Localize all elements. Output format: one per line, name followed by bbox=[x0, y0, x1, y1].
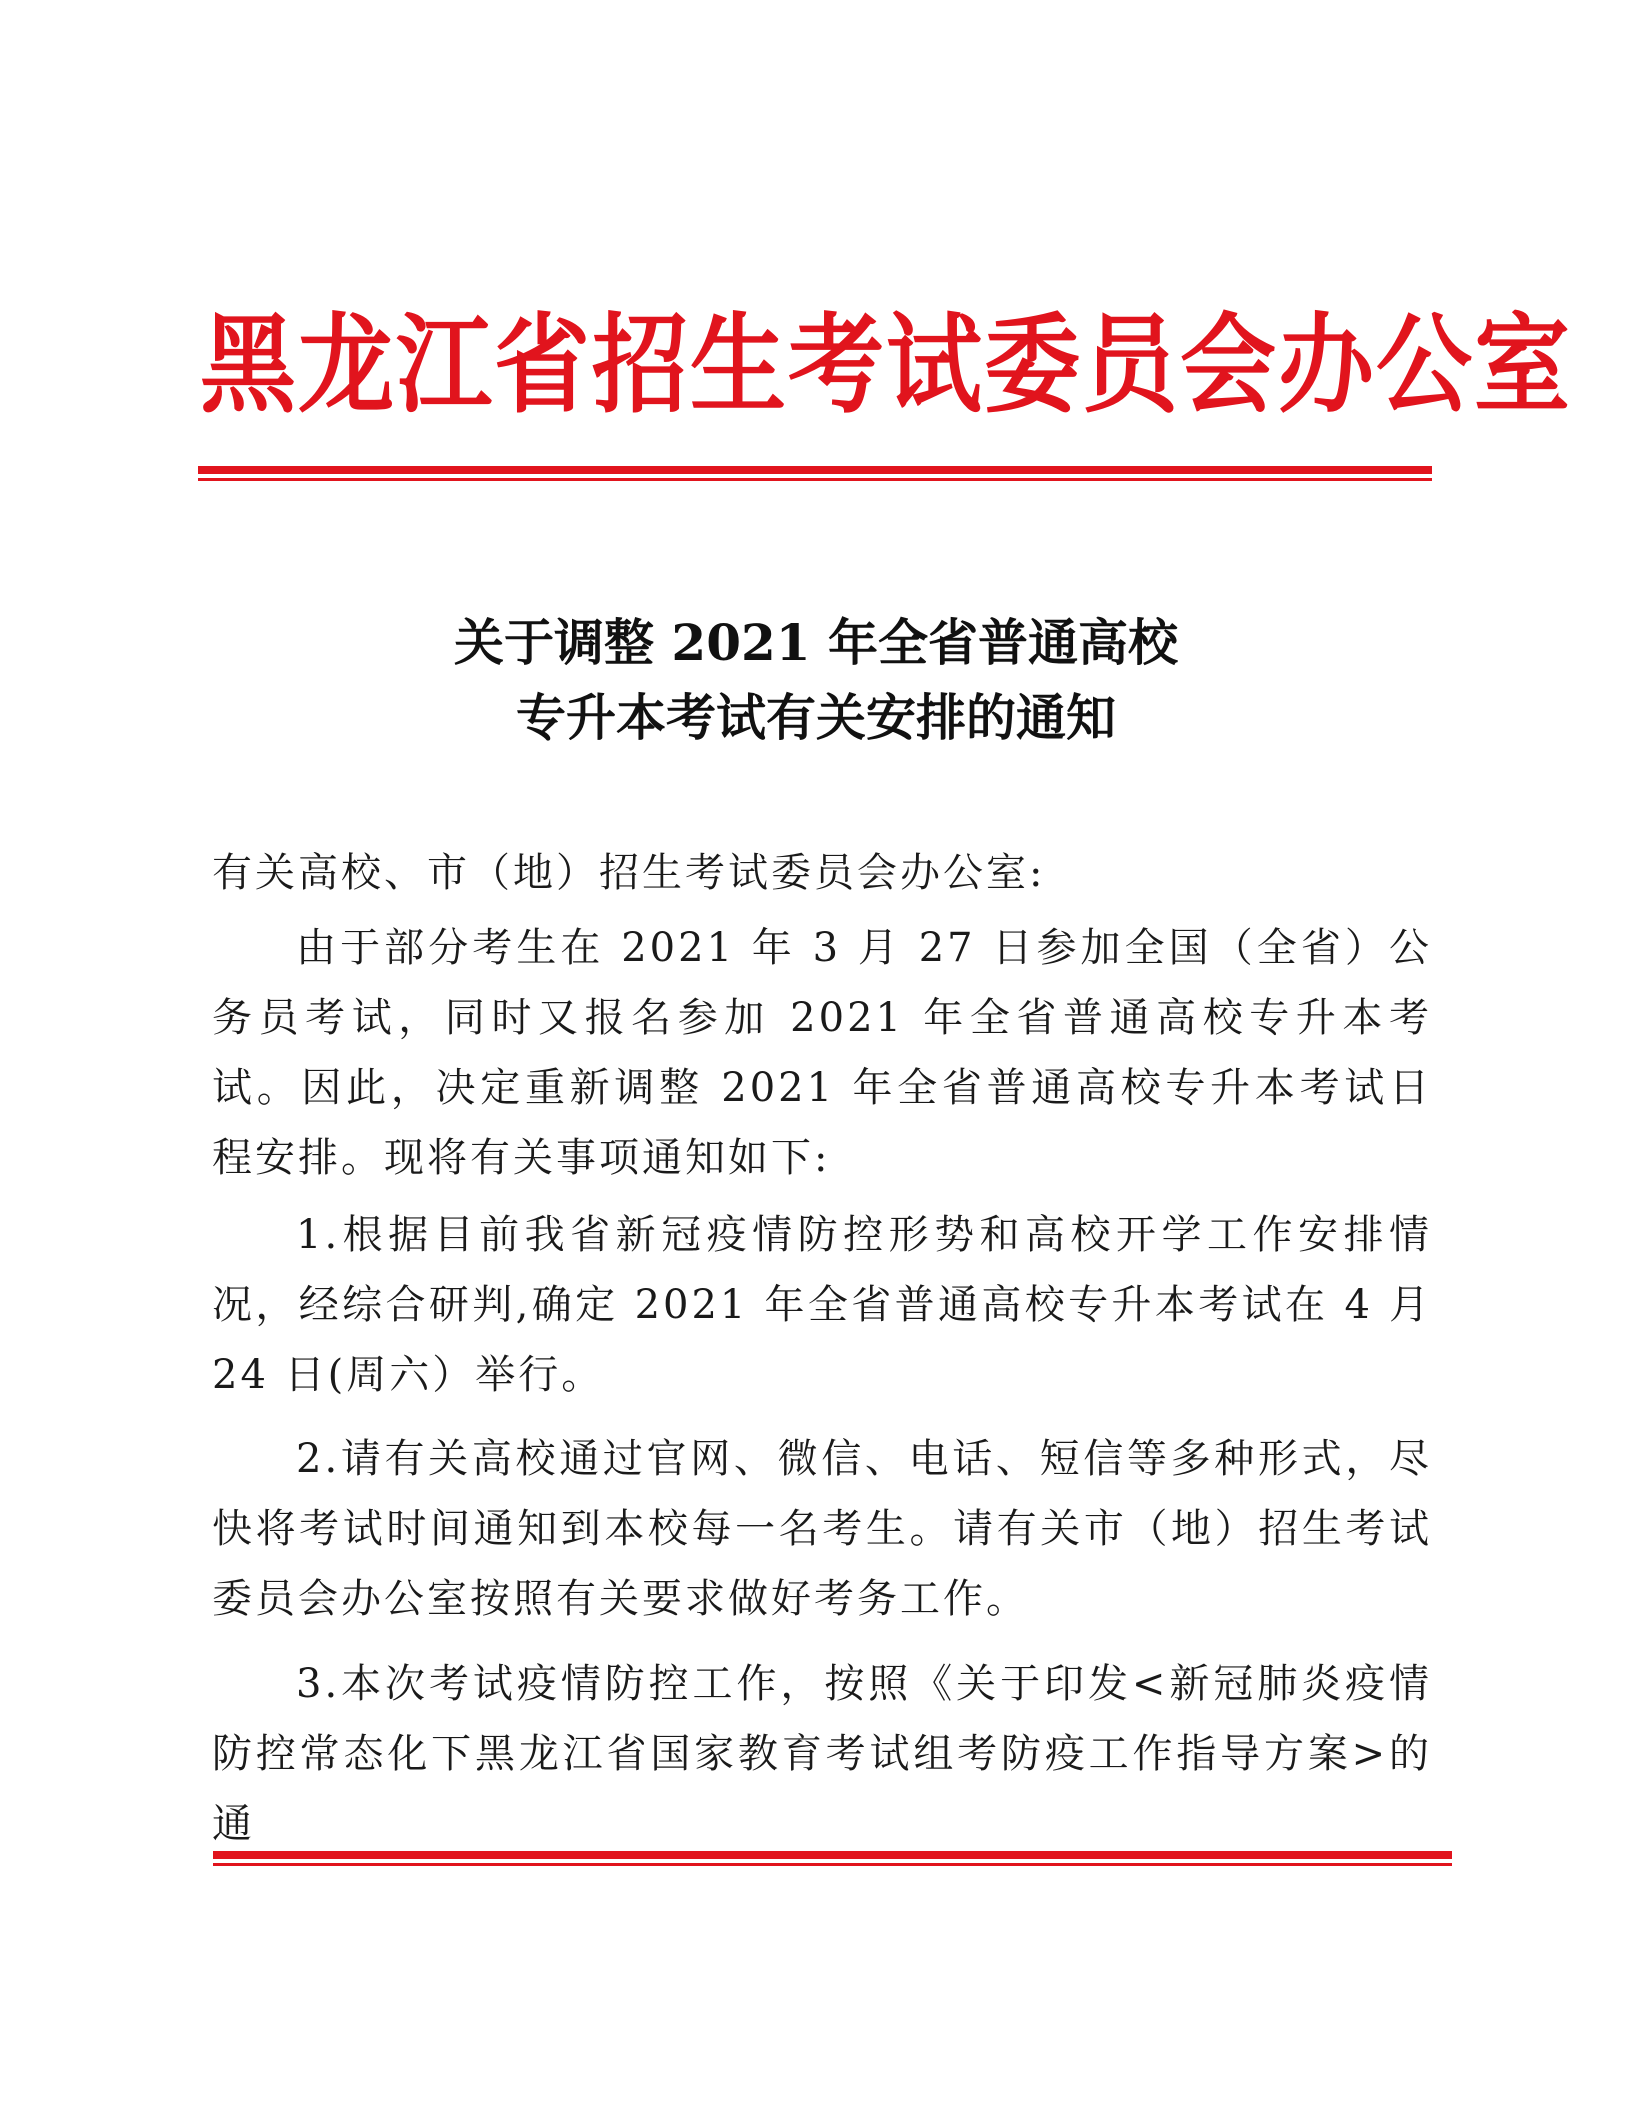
footer-red-rule-thick bbox=[213, 1851, 1452, 1859]
header-red-rule-thin bbox=[198, 478, 1432, 481]
paragraph-item-1: 1.根据目前我省新冠疫情防控形势和高校开学工作安排情况，经综合研判,确定 2021 年全省普通高校专升本考试在 4 月 24 日(周六）举行。 bbox=[212, 1212, 1432, 1398]
paragraph-item-3: 3.本次考试疫情防控工作，按照《关于印发<新冠肺炎疫情防控常态化下黑龙江省国家教育考试组考防疫工作指导方案>的通 bbox=[212, 1661, 1432, 1847]
document-title-line-2: 专升本考试有关安排的通知 bbox=[516, 688, 1116, 747]
document-title-line-1: 关于调整 2021 年全省普通高校 bbox=[454, 613, 1178, 672]
header-red-rule-thick bbox=[198, 466, 1432, 474]
issuing-organization-header: 黑龙江省招生考试委员会办公室 bbox=[200, 302, 1572, 428]
paragraph-item-2: 2.请有关高校通过官网、微信、电话、短信等多种形式，尽快将考试时间通知到本校每一名考生。请有关市（地）招生考试委员会办公室按照有关要求做好考务工作。 bbox=[212, 1436, 1432, 1622]
salutation: 有关高校、市（地）招生考试委员会办公室: bbox=[212, 850, 1046, 896]
paragraph-intro: 由于部分考生在 2021 年 3 月 27 日参加全国（全省）公务员考试，同时又报名参加 2021 年全省普通高校专升本考试。因此，决定重新调整 2021 年全省普通高校专升本考试日程安排。现将有关事项通知如下: bbox=[212, 925, 1432, 1181]
footer-red-rule-thin bbox=[213, 1863, 1452, 1866]
